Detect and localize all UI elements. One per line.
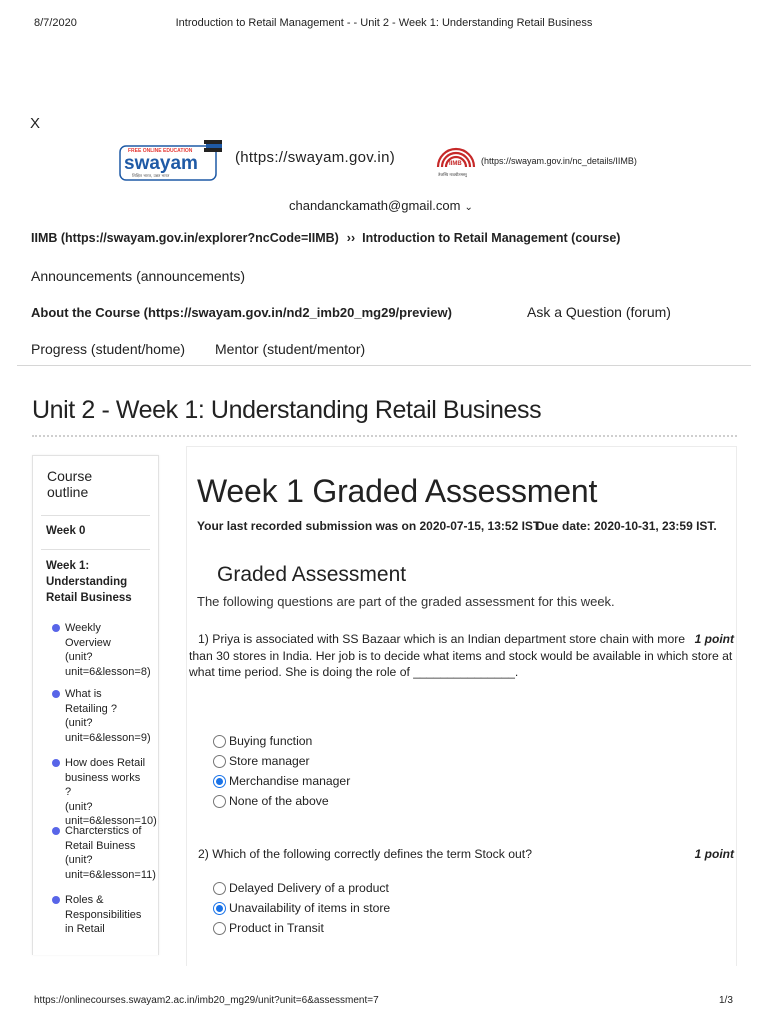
iimb-logo-sub: तेजस्वि नावधीतमस्तु [438, 172, 467, 177]
question-number: 1) [198, 632, 209, 646]
radio-button[interactable] [213, 755, 226, 768]
sidebar-lesson-roles-responsibilities[interactable] [52, 893, 152, 937]
sidebar-item-week-0[interactable]: Week 0 [46, 525, 86, 537]
question-1 [189, 631, 737, 681]
lesson-link: (unit? unit=6&lesson=10) [65, 800, 157, 828]
nav-ask-question[interactable]: Ask a Question (forum) [527, 304, 671, 320]
unit-title-divider [32, 435, 737, 437]
breadcrumb [31, 231, 620, 245]
assessment-title: Week 1 Graded Assessment [197, 473, 598, 509]
close-button[interactable]: X [30, 115, 41, 132]
bullet-icon [52, 690, 60, 698]
q1-option-none-of-the-above[interactable] [213, 794, 329, 808]
radio-button[interactable] [213, 735, 226, 748]
sidebar-divider [41, 549, 150, 550]
question-text-continued: than 30 stores in India. Her job is to decide what items and stock would be available in which store at what time period. She is doing the role of _______________. [189, 648, 733, 679]
print-page-number: 1/3 [719, 995, 733, 1006]
option-label: Store manager [229, 754, 310, 768]
question-number: 2) [198, 847, 209, 861]
unit-title: Unit 2 - Week 1: Understanding Retail Business [32, 396, 542, 424]
radio-button[interactable] [213, 882, 226, 895]
q1-option-buying-function[interactable] [213, 734, 312, 748]
chevron-down-icon: ⌄ [464, 202, 473, 213]
sidebar-divider [41, 515, 150, 516]
print-title: Introduction to Retail Management - - Unit 2 - Week 1: Understanding Retail Business [175, 17, 593, 29]
option-label: Delayed Delivery of a product [229, 881, 389, 895]
print-footer-url: https://onlinecourses.swayam2.ac.in/imb20_mg29/unit?unit=6&assessment=7 [34, 995, 379, 1006]
lesson-label: Roles & Responsibilities in Retail [65, 894, 142, 936]
iimb-logo-word: IIMB [449, 161, 462, 167]
course-outline-heading: Course outline [47, 468, 93, 500]
lesson-label: What is Retailing ? [65, 688, 117, 715]
q1-option-store-manager[interactable] [213, 754, 310, 768]
question-text: Priya is associated with SS Bazaar which is an Indian department store chain with more [212, 632, 686, 646]
bullet-icon [52, 624, 60, 632]
radio-button[interactable] [213, 922, 226, 935]
bullet-icon [52, 827, 60, 835]
lesson-label: Weekly Overview [65, 622, 111, 649]
user-email: chandanckamath@gmail.com [289, 198, 461, 213]
swayam-logo[interactable] [118, 138, 230, 184]
radio-button[interactable] [213, 795, 226, 808]
question-points: 1 point [694, 632, 734, 646]
iimb-logo[interactable] [432, 145, 480, 179]
lesson-link: (unit? unit=6&lesson=8) [65, 651, 151, 678]
bullet-icon [52, 759, 60, 767]
option-label: None of the above [229, 794, 329, 808]
option-label: Buying function [229, 734, 313, 748]
due-date: Due date: 2020-10-31, 23:59 IST. [536, 519, 717, 533]
nav-announcements[interactable]: Announcements (announcements) [31, 268, 246, 284]
option-label: Merchandise manager [229, 774, 351, 788]
nav-mentor[interactable]: Mentor (student/mentor) [215, 341, 366, 357]
nav-about-course[interactable]: About the Course (https://swayam.gov.in/nd2_imb20_mg29/preview) [31, 305, 452, 320]
lesson-link: (unit? unit=6&lesson=11) [65, 854, 156, 881]
swayam-logo-sub: शिक्षित भारत, उन्नत भारत [132, 173, 170, 178]
nav-progress[interactable]: Progress (student/home) [31, 341, 186, 357]
lesson-link: (unit? unit=6&lesson=9) [65, 717, 151, 744]
user-menu[interactable] [289, 198, 473, 213]
q2-option-unavailability[interactable] [213, 901, 390, 915]
lesson-label: Charcterstics of Retail Buiness [65, 825, 142, 852]
iimb-details-link[interactable]: (https://swayam.gov.in/nc_details/IIMB) [481, 156, 637, 166]
sidebar-item-week-1[interactable]: Week 1: Understanding Retail Business [46, 560, 132, 604]
breadcrumb-course-link[interactable]: Introduction to Retail Management (course) [362, 231, 621, 245]
question-points: 1 point [694, 847, 734, 861]
sidebar-lesson-weekly-overview[interactable] [52, 621, 152, 679]
radio-button-selected[interactable] [213, 902, 226, 915]
swayam-logo-word: swayam [124, 153, 198, 174]
assessment-description: The following questions are part of the graded assessment for this week. [197, 594, 615, 609]
nav-divider [17, 365, 751, 366]
question-2 [189, 846, 737, 863]
question-text: Which of the following correctly defines the term Stock out? [212, 847, 532, 861]
graded-assessment-heading: Graded Assessment [217, 563, 407, 586]
bullet-icon [52, 896, 60, 904]
swayam-home-link[interactable]: (https://swayam.gov.in) [235, 149, 396, 166]
last-submission: Your last recorded submission was on 2020-07-15, 13:52 IST [197, 519, 541, 533]
sidebar-lesson-what-is-retailing[interactable] [52, 687, 152, 745]
lesson-label: How does Retail business works ? [65, 757, 146, 799]
breadcrumb-iimb-link[interactable]: IIMB (https://swayam.gov.in/explorer?ncCode=IIMB) [31, 231, 339, 245]
q1-option-merchandise-manager[interactable] [213, 774, 350, 788]
books-icon [204, 140, 222, 152]
q2-option-delayed-delivery[interactable] [213, 881, 389, 895]
sidebar-lesson-characteristics[interactable] [52, 824, 156, 882]
course-outline-sidebar [32, 455, 159, 955]
sidebar-lesson-retail-business-works[interactable] [52, 756, 157, 829]
breadcrumb-separator: ›› [346, 231, 356, 245]
option-label: Product in Transit [229, 921, 324, 935]
option-label: Unavailability of items in store [229, 901, 391, 915]
q2-option-product-in-transit[interactable] [213, 921, 324, 935]
radio-button-selected[interactable] [213, 775, 226, 788]
print-date: 8/7/2020 [34, 17, 77, 29]
swayam-logo-tag: FREE ONLINE EDUCATION [128, 148, 193, 154]
